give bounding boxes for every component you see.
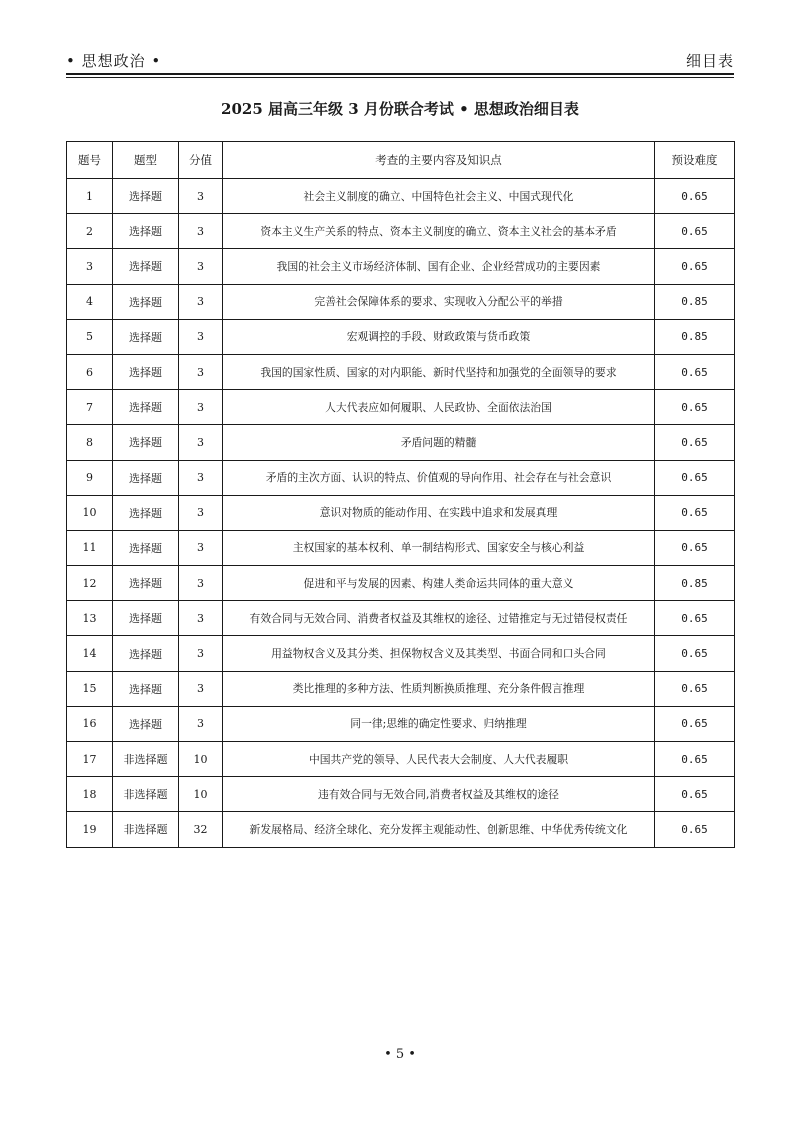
- cell-content: 完善社会保障体系的要求、实现收入分配公平的举措: [223, 284, 655, 319]
- cell-content: 新发展格局、经济全球化、充分发挥主观能动性、创新思维、中华优秀传统文化: [223, 812, 655, 847]
- col-header-content: 考查的主要内容及知识点: [223, 142, 655, 179]
- cell-number: 16: [67, 706, 113, 741]
- cell-score: 3: [179, 425, 223, 460]
- cell-difficulty: 0.65: [655, 742, 735, 777]
- cell-number: 14: [67, 636, 113, 671]
- cell-number: 1: [67, 179, 113, 214]
- cell-type: 选择题: [113, 706, 179, 741]
- cell-difficulty: 0.85: [655, 319, 735, 354]
- cell-difficulty: 0.65: [655, 601, 735, 636]
- header-rule-thick: [66, 73, 734, 75]
- col-header-score: 分值: [179, 142, 223, 179]
- cell-content: 社会主义制度的确立、中国特色社会主义、中国式现代化: [223, 179, 655, 214]
- cell-score: 10: [179, 742, 223, 777]
- cell-type: 选择题: [113, 179, 179, 214]
- cell-type: 选择题: [113, 284, 179, 319]
- cell-score: 3: [179, 530, 223, 565]
- cell-type: 选择题: [113, 319, 179, 354]
- cell-number: 11: [67, 530, 113, 565]
- cell-number: 13: [67, 601, 113, 636]
- header-rule-thin: [66, 77, 734, 78]
- table-row: [67, 671, 735, 706]
- cell-number: 18: [67, 777, 113, 812]
- page-header: [66, 50, 734, 72]
- cell-difficulty: 0.65: [655, 812, 735, 847]
- cell-score: 3: [179, 495, 223, 530]
- cell-difficulty: 0.65: [655, 460, 735, 495]
- col-header-difficulty: 预设难度: [655, 142, 735, 179]
- cell-number: 17: [67, 742, 113, 777]
- cell-type: 选择题: [113, 460, 179, 495]
- table-row: [67, 390, 735, 425]
- cell-difficulty: 0.85: [655, 284, 735, 319]
- cell-score: 3: [179, 390, 223, 425]
- cell-type: 选择题: [113, 390, 179, 425]
- table-row: [67, 425, 735, 460]
- cell-difficulty: 0.65: [655, 530, 735, 565]
- cell-type: 选择题: [113, 671, 179, 706]
- cell-type: 选择题: [113, 601, 179, 636]
- cell-content: 我国的社会主义市场经济体制、国有企业、企业经营成功的主要因素: [223, 249, 655, 284]
- table-row: [67, 777, 735, 812]
- cell-number: 2: [67, 214, 113, 249]
- cell-score: 3: [179, 706, 223, 741]
- cell-content: 资本主义生产关系的特点、资本主义制度的确立、资本主义社会的基本矛盾: [223, 214, 655, 249]
- table-body: [67, 179, 735, 848]
- table-row: [67, 742, 735, 777]
- cell-score: 3: [179, 636, 223, 671]
- cell-content: 矛盾问题的精髓: [223, 425, 655, 460]
- cell-difficulty: 0.65: [655, 777, 735, 812]
- table-row: [67, 354, 735, 389]
- table-row: [67, 636, 735, 671]
- table-row: [67, 214, 735, 249]
- cell-type: 非选择题: [113, 812, 179, 847]
- cell-number: 4: [67, 284, 113, 319]
- cell-type: 选择题: [113, 530, 179, 565]
- cell-number: 5: [67, 319, 113, 354]
- cell-number: 15: [67, 671, 113, 706]
- cell-content: 宏观调控的手段、财政政策与货币政策: [223, 319, 655, 354]
- table-row: [67, 601, 735, 636]
- cell-number: 7: [67, 390, 113, 425]
- cell-type: 选择题: [113, 214, 179, 249]
- cell-difficulty: 0.65: [655, 706, 735, 741]
- cell-type: 非选择题: [113, 742, 179, 777]
- cell-content: 促进和平与发展的因素、构建人类命运共同体的重大意义: [223, 566, 655, 601]
- cell-number: 10: [67, 495, 113, 530]
- cell-score: 10: [179, 777, 223, 812]
- cell-number: 3: [67, 249, 113, 284]
- cell-content: 有效合同与无效合同、消费者权益及其维权的途径、过错推定与无过错侵权责任: [223, 601, 655, 636]
- table-row: [67, 812, 735, 847]
- cell-score: 3: [179, 566, 223, 601]
- cell-score: 32: [179, 812, 223, 847]
- cell-content: 类比推理的多种方法、性质判断换质推理、充分条件假言推理: [223, 671, 655, 706]
- cell-score: 3: [179, 671, 223, 706]
- cell-type: 选择题: [113, 566, 179, 601]
- header-doc-type: 细目表: [685, 52, 734, 70]
- cell-difficulty: 0.65: [655, 425, 735, 460]
- cell-difficulty: 0.65: [655, 390, 735, 425]
- table-row: [67, 566, 735, 601]
- cell-type: 选择题: [113, 249, 179, 284]
- cell-content: 用益物权含义及其分类、担保物权含义及其类型、书面合同和口头合同: [223, 636, 655, 671]
- table-row: [67, 284, 735, 319]
- cell-content: 意识对物质的能动作用、在实践中追求和发展真理: [223, 495, 655, 530]
- cell-difficulty: 0.65: [655, 671, 735, 706]
- cell-type: 选择题: [113, 495, 179, 530]
- table-row: [67, 249, 735, 284]
- cell-score: 3: [179, 214, 223, 249]
- cell-content: 人大代表应如何履职、人民政协、全面依法治国: [223, 390, 655, 425]
- cell-content: 同一律;思维的确定性要求、归纳推理: [223, 706, 655, 741]
- header-subject: • 思想政治 •: [66, 52, 162, 70]
- cell-difficulty: 0.65: [655, 636, 735, 671]
- cell-score: 3: [179, 179, 223, 214]
- cell-type: 选择题: [113, 425, 179, 460]
- cell-content: 我国的国家性质、国家的对内职能、新时代坚持和加强党的全面领导的要求: [223, 354, 655, 389]
- cell-content: 违有效合同与无效合同,消费者权益及其维权的途径: [223, 777, 655, 812]
- cell-score: 3: [179, 284, 223, 319]
- cell-type: 选择题: [113, 636, 179, 671]
- cell-content: 中国共产党的领导、人民代表大会制度、人大代表履职: [223, 742, 655, 777]
- cell-score: 3: [179, 249, 223, 284]
- spec-table: [66, 141, 735, 848]
- cell-difficulty: 0.85: [655, 566, 735, 601]
- cell-difficulty: 0.65: [655, 495, 735, 530]
- table-row: [67, 530, 735, 565]
- cell-content: 矛盾的主次方面、认识的特点、价值观的导向作用、社会存在与社会意识: [223, 460, 655, 495]
- cell-difficulty: 0.65: [655, 354, 735, 389]
- cell-type: 选择题: [113, 354, 179, 389]
- table-header-row: [67, 142, 735, 179]
- cell-number: 8: [67, 425, 113, 460]
- cell-difficulty: 0.65: [655, 249, 735, 284]
- table-row: [67, 495, 735, 530]
- table-row: [67, 706, 735, 741]
- cell-difficulty: 0.65: [655, 179, 735, 214]
- cell-number: 6: [67, 354, 113, 389]
- table-row: [67, 179, 735, 214]
- col-header-type: 题型: [113, 142, 179, 179]
- cell-score: 3: [179, 354, 223, 389]
- cell-type: 非选择题: [113, 777, 179, 812]
- cell-number: 19: [67, 812, 113, 847]
- table-row: [67, 460, 735, 495]
- table-row: [67, 319, 735, 354]
- cell-number: 12: [67, 566, 113, 601]
- cell-content: 主权国家的基本权利、单一制结构形式、国家安全与核心利益: [223, 530, 655, 565]
- cell-score: 3: [179, 601, 223, 636]
- cell-difficulty: 0.65: [655, 214, 735, 249]
- cell-score: 3: [179, 460, 223, 495]
- page-title: 2025 届高三年级 3 月份联合考试 • 思想政治细目表: [221, 100, 579, 118]
- cell-score: 3: [179, 319, 223, 354]
- page-number: • 5 •: [384, 1047, 416, 1062]
- cell-number: 9: [67, 460, 113, 495]
- col-header-number: 题号: [67, 142, 113, 179]
